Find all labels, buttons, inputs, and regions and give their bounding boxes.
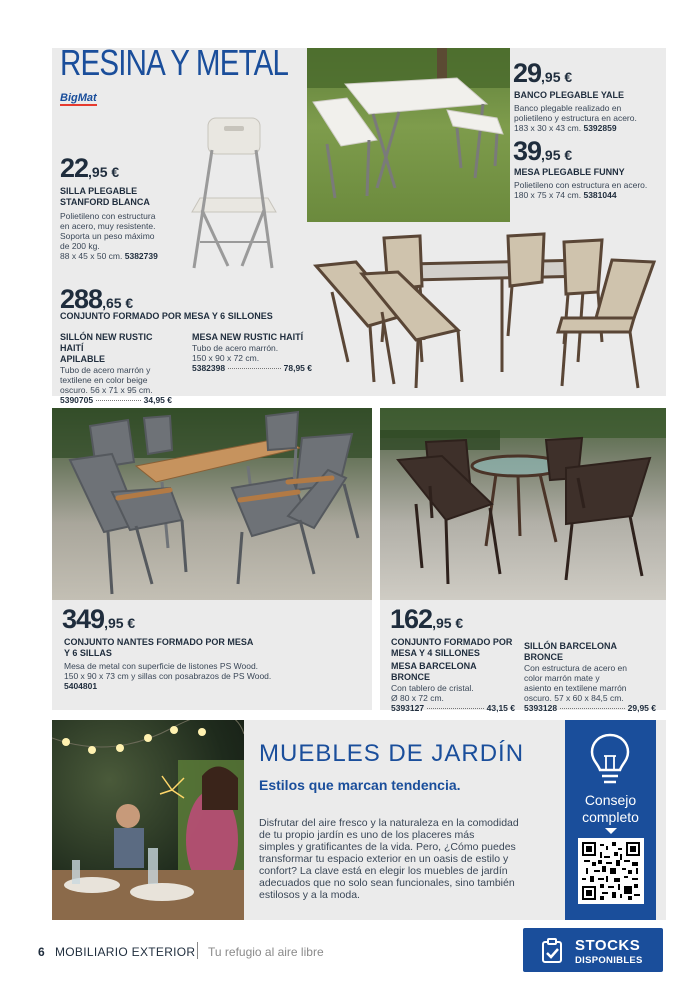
rustic-sillon-desc-line2: textilene en color beige — [60, 375, 148, 385]
silla-name-line1: SILLA PLEGABLE — [60, 186, 138, 196]
banco-dims-ref — [514, 123, 664, 133]
jardin-body-line6: adecuados que no solo sean funcionales, sino también — [259, 877, 515, 889]
party-photo — [52, 720, 244, 920]
nantes-price: 349,95 € — [62, 604, 136, 634]
barcelona-sillon-desc-line3: asiento en textilene marrón — [524, 683, 627, 693]
rustic-sillon-name-line1: SILLÓN NEW RUSTIC HAITÍ — [60, 332, 153, 353]
barcelona-sillon-price-line — [524, 703, 656, 713]
jardin-body-line5: confort? La clave está en elegir los muebles de jardín — [259, 865, 508, 877]
rustic-mesa-price: 78,95 € — [283, 363, 312, 373]
page-title: RESINA Y METAL — [60, 42, 289, 83]
footer-section: MOBILIARIO EXTERIOR — [55, 945, 196, 959]
mesa-funny-price: 39,95 € — [513, 136, 573, 166]
banco-info — [514, 90, 664, 133]
consejo-label-line2: completo — [582, 809, 639, 825]
rustic-sillon-desc-line3: oscuro. 56 x 71 x 95 cm. — [60, 385, 153, 395]
page-number: 6 — [38, 945, 45, 959]
silla-desc-line4: de 200 kg. — [60, 241, 100, 251]
silla-info — [60, 186, 172, 261]
barcelona-sillon-name: SILLÓN BARCELONA BRONCE — [524, 641, 617, 662]
barcelona-sillon-price: 29,95 € — [627, 703, 656, 713]
silla-desc-line1: Polietileno con estructura — [60, 211, 156, 221]
footer-divider — [197, 942, 198, 959]
rustic-mesa-info — [192, 332, 312, 373]
jardin-body-line2: de tu propio jardín es uno de los placeres más — [259, 829, 475, 841]
barcelona-mesa-ref: 5393127 — [391, 703, 425, 713]
barcelona-set-info — [391, 637, 515, 713]
qr-code[interactable] — [578, 838, 644, 904]
banco-name: BANCO PLEGABLE YALE — [514, 90, 625, 100]
silla-desc-line3: Soporta un peso máximo — [60, 231, 155, 241]
barcelona-price: 162,95 € — [390, 604, 464, 634]
nantes-desc-line2: 150 x 90 x 73 cm y sillas con posabrazos de PS Wood. — [64, 671, 272, 681]
mesa-funny-dims-ref — [514, 190, 664, 200]
consejo-box — [565, 720, 656, 920]
banco-price: 29,95 € — [513, 58, 573, 88]
barcelona-photo — [380, 408, 666, 600]
stock-check-icon — [541, 938, 565, 964]
rustic-mesa-desc-line2: 150 x 90 x 72 cm. — [192, 353, 260, 363]
silla-dims-ref — [60, 251, 172, 261]
jardin-body — [259, 817, 559, 901]
rustic-name: CONJUNTO FORMADO POR MESA Y 6 SILLONES — [60, 311, 273, 321]
rustic-set-image — [312, 232, 662, 392]
rustic-mesa-ref: 5382398 — [192, 363, 226, 373]
mesa-funny-name: MESA PLEGABLE FUNNY — [514, 167, 625, 177]
silla-desc-line2: en acero, muy resistente. — [60, 221, 156, 231]
bigmat-logo: BigMat — [60, 92, 97, 104]
banco-desc-line1: Banco plegable realizado en — [514, 103, 622, 113]
rustic-sillon-info — [60, 332, 172, 405]
jardin-body-line3: simples y gratificantes de la vida. Pero, ¿Cómo puedes — [259, 841, 516, 853]
stocks-badge — [523, 928, 663, 972]
nantes-name-line1: CONJUNTO NANTES FORMADO POR MESA — [64, 637, 254, 647]
barcelona-mesa-price-line — [391, 703, 515, 713]
dotted-leader — [96, 400, 141, 401]
silla-plegable-image — [172, 112, 292, 272]
silla-price: 22,95 € — [60, 153, 120, 183]
barcelona-sillon-info — [524, 641, 656, 713]
barcelona-sillon-desc-line1: Con estructura de acero en — [524, 663, 628, 673]
barcelona-mesa-name: MESA BARCELONA BRONCE — [391, 661, 477, 682]
jardin-title: MUEBLES DE JARDÍN — [259, 740, 525, 767]
barcelona-mesa-price: 43,15 € — [486, 703, 515, 713]
mesa-funny-dims: 180 x 75 x 74 cm. — [514, 190, 582, 200]
nantes-photo — [52, 408, 372, 600]
barcelona-sillon-desc-line4: oscuro. 57 x 60 x 84,5 cm. — [524, 693, 624, 703]
consejo-label-line1: Consejo — [584, 792, 637, 808]
barcelona-name-line2: MESA Y 4 SILLONES — [391, 648, 480, 658]
footer-tagline: Tu refugio al aire libre — [208, 945, 324, 959]
banco-dims: 183 x 30 x 43 cm. — [514, 123, 582, 133]
mesa-funny-ref: 5381044 — [583, 190, 617, 200]
barcelona-mesa-desc-line1: Con tablero de cristal. — [391, 683, 474, 693]
nantes-info — [64, 637, 364, 691]
stocks-label-line2: DISPONIBLES — [575, 955, 643, 966]
lightbulb-icon — [588, 732, 632, 788]
dotted-leader — [560, 708, 625, 709]
banco-desc-line2: polietileno y estructura en acero. — [514, 113, 637, 123]
jardin-subtitle: Estilos que marcan tendencia. — [259, 777, 461, 793]
jardin-body-line4: transformar tu espacio exterior en un oasis de estilo y — [259, 853, 509, 865]
rustic-sillon-ref: 5390705 — [60, 395, 94, 405]
stocks-label-line1: STOCKS — [575, 937, 641, 954]
barcelona-name-line1: CONJUNTO FORMADO POR — [391, 637, 513, 647]
silla-name-line2: STANFORD BLANCA — [60, 197, 150, 207]
rustic-mesa-name: MESA NEW RUSTIC HAITÍ — [192, 332, 304, 342]
nantes-desc-line1: Mesa de metal con superficie de listones PS Wood. — [64, 661, 259, 671]
jardin-body-line7: estilosos y a la moda. — [259, 889, 360, 901]
pointer-arrow-icon — [605, 828, 617, 834]
nantes-name-line2: Y 6 SILLAS — [64, 648, 112, 658]
rustic-mesa-desc-line1: Tubo de acero marrón. — [192, 343, 279, 353]
silla-dims: 88 x 45 x 50 cm. — [60, 251, 123, 261]
dotted-leader — [427, 708, 484, 709]
silla-ref: 5382739 — [124, 251, 158, 261]
rustic-sillon-desc-line1: Tubo de acero marrón y — [60, 365, 151, 375]
mesa-funny-info — [514, 167, 664, 200]
rustic-sillon-price: 34,95 € — [143, 395, 172, 405]
mesa-funny-desc-line1: Polietileno con estructura en acero. — [514, 180, 648, 190]
barcelona-sillon-desc-line2: color marrón mate y — [524, 673, 600, 683]
dotted-leader — [228, 368, 281, 369]
rustic-sillon-price-line — [60, 395, 172, 405]
rustic-sillon-name-line2: APILABLE — [60, 354, 105, 364]
banco-mesa-photo — [307, 48, 510, 222]
banco-ref: 5392859 — [583, 123, 617, 133]
barcelona-sillon-ref: 5393128 — [524, 703, 558, 713]
nantes-ref: 5404801 — [64, 681, 98, 691]
rustic-price: 288,65 € — [60, 284, 134, 314]
barcelona-mesa-desc-line2: Ø 80 x 72 cm. — [391, 693, 444, 703]
jardin-body-line1: Disfrutar del aire fresco y la naturaleza en la comodidad — [259, 817, 519, 829]
rustic-mesa-price-line — [192, 363, 312, 373]
